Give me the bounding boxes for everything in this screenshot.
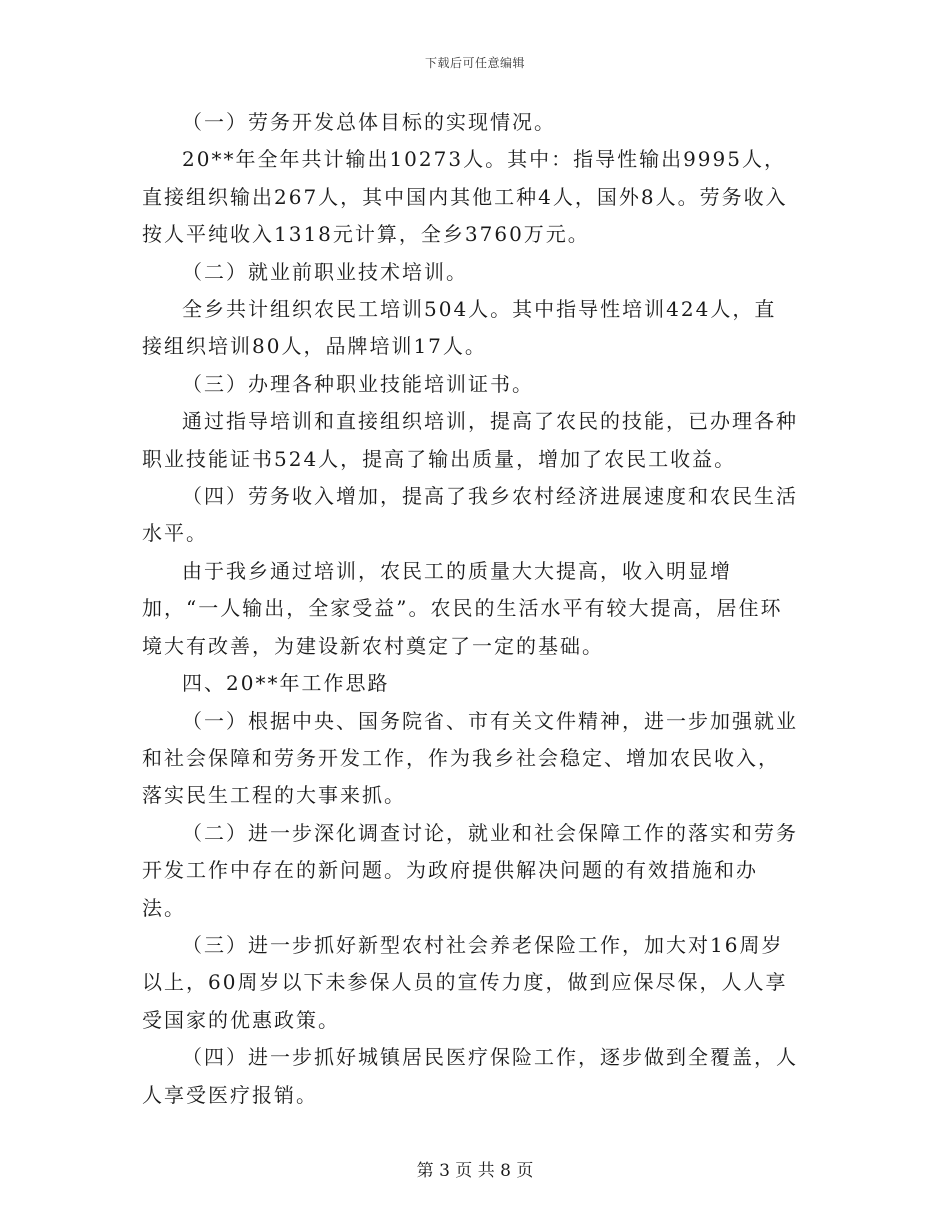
subsection-heading: （四）劳务收入增加，提高了我乡农村经济进展速度和农民生活水平。 [142,484,798,546]
paragraph: 由于我乡通过培训，农民工的质量大大提高，收入明显增加，“一人输出，全家受益”。农民的生活水平有较大提高，居住环境大有改善，为建设新农村奠定了一定的基础。 [142,558,783,658]
document-body [142,104,798,1114]
page-header: 下载后可任意编辑 [424,56,525,70]
paragraph: （四）进一步抓好城镇居民医疗保险工作，逐步做到全覆盖，人人享受医疗报销。 [142,1045,798,1107]
subsection-heading: （三）办理各种职业技能培训证书。 [182,371,534,396]
paragraph: （一）根据中央、国务院省、市有关文件精神，进一步加强就业和社会保障和劳务开发工作，作为我乡社会稳定、增加农民收入，落实民生工程的大事来抓。 [142,708,798,808]
section-heading: 四、20**年工作思路 [182,671,390,696]
paragraph: （二）进一步深化调查讨论，就业和社会保障工作的落实和劳务开发工作中存在的新问题。为政府提供解决问题的有效措施和办法。 [142,820,798,920]
subsection-heading: （一）劳务开发总体目标的实现情况。 [182,110,556,134]
page-footer: 第 3 页 共 8 页 [416,1161,534,1181]
paragraph: 通过指导培训和直接组织培训，提高了农民的技能，已办理各种职业技能证书524人，提高了输出质量，增加了农民工收益。 [142,409,798,471]
subsection-heading: （二）就业前职业技术培训。 [182,259,468,284]
paragraph: 全乡共计组织农民工培训504人。其中指导性培训424人，直接组织培训80人，品牌培训17人。 [142,297,777,359]
paragraph: 20**年全年共计输出10273人。其中：指导性输出9995人，直接组织输出267人，其中国内其他工种4人，国外8人。劳务收入按人平纯收入1318元计算，全乡3760万元。 [142,147,788,247]
paragraph: （三）进一步抓好新型农村社会养老保险工作，加大对16周岁以上，60周岁以下未参保人员的宣传力度，做到应保尽保，人人享受国家的优惠政策。 [142,932,788,1032]
